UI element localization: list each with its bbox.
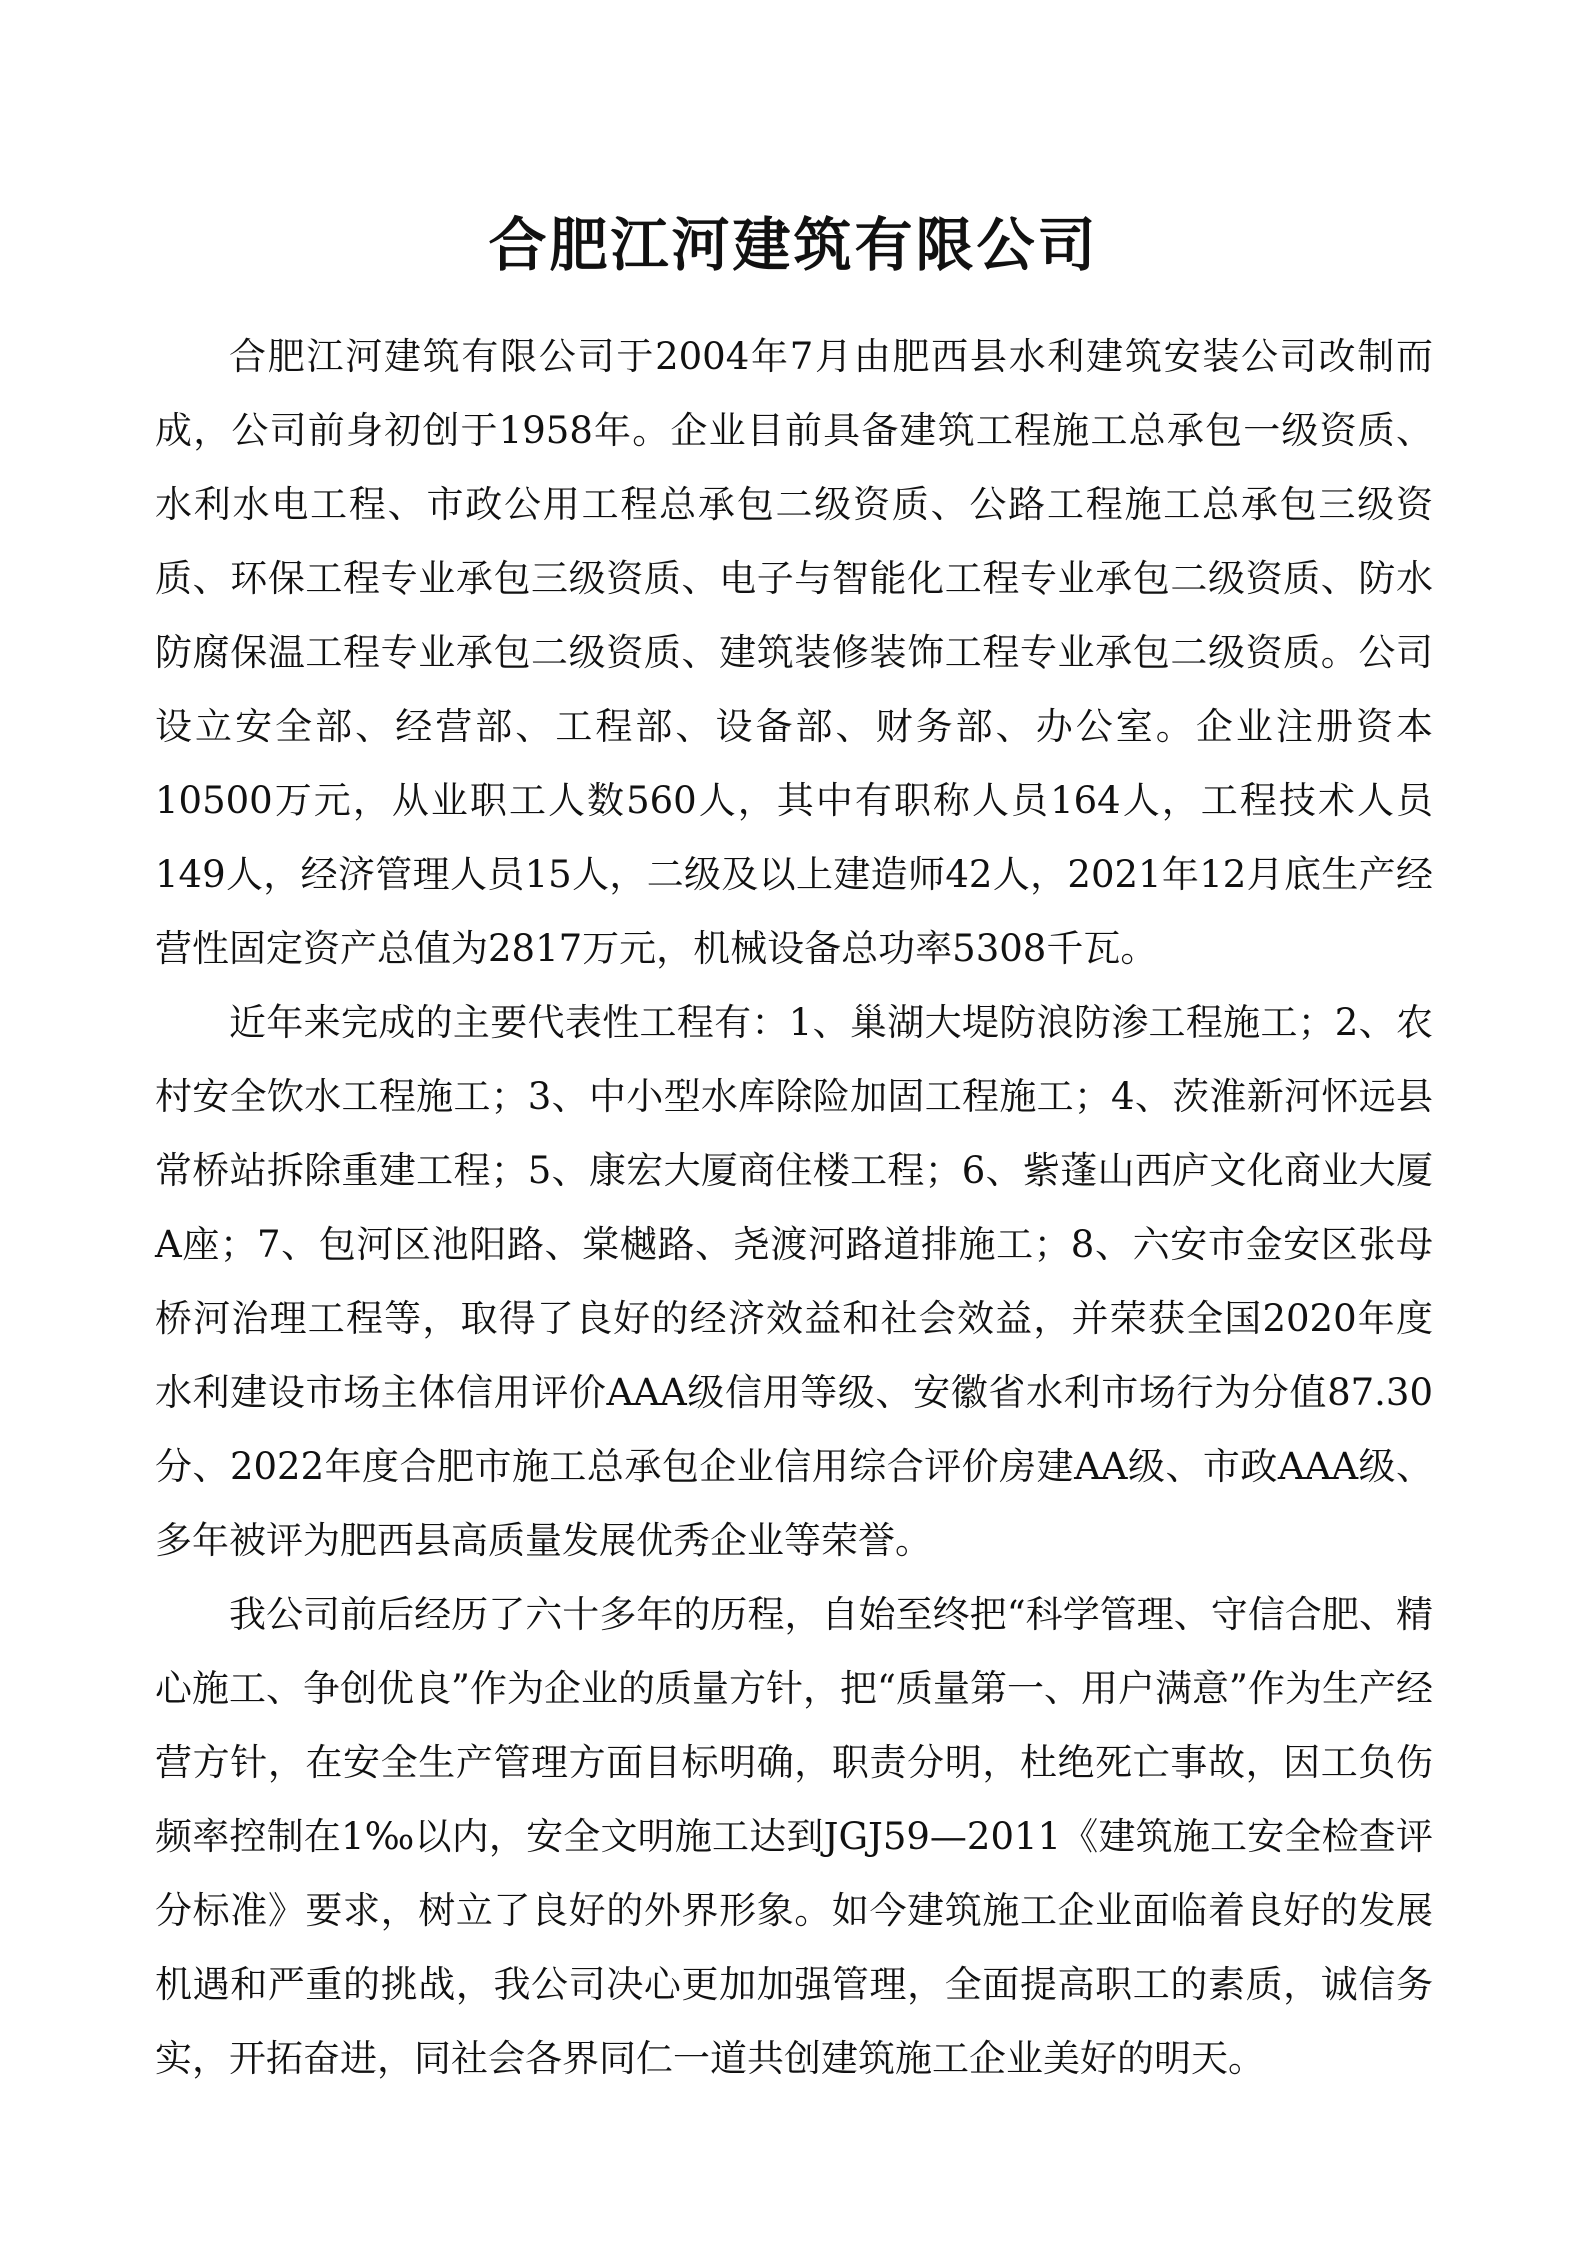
paragraph-company-overview: 合肥江河建筑有限公司于2004年7月由肥西县水利建筑安装公司改制而成，公司前身初创于1958年。企业目前具备建筑工程施工总承包一级资质、水利水电工程、市政公用工程总承包二级资质、公路工程施工总承包三级资质、环保工程专业承包三级资质、电子与智能化工程专业承包二级资质、防水防腐保温工程专业承包二级资质、建筑装修装饰工程专业承包二级资质。公司设立安全部、经营部、工程部、设备部、财务部、办公室。企业注册资本10500万元，从业职工人数560人，其中有职称人员164人，工程技术人员149人，经济管理人员15人，二级及以上建造师42人，2021年12月底生产经营性固定资产总值为2817万元，机械设备总功率5308千瓦。 — [155, 335, 1433, 970]
paragraph-representative-projects: 近年来完成的主要代表性工程有：1、巢湖大堤防浪防渗工程施工；2、农村安全饮水工程施工；3、中小型水库除险加固工程施工；4、茨淮新河怀远县常桥站拆除重建工程；5、康宏大厦商住楼工程；6、紫蓬山西庐文化商业大厦A座；7、包河区池阳路、棠樾路、尧渡河路道排施工；8、六安市金安区张母桥河治理工程等，取得了良好的经济效益和社会效益，并荣获全国2020年度水利建设市场主体信用评价AAA级信用等级、安徽省水利市场行为分值87.30分、2022年度合肥市施工总承包企业信用综合评价房建AA级、市政AAA级、多年被评为肥西县高质量发展优秀企业等荣誉。 — [155, 1001, 1433, 1562]
paragraph-quality-policy: 我公司前后经历了六十多年的历程，自始至终把“科学管理、守信合肥、精心施工、争创优良”作为企业的质量方针，把“质量第一、用户满意”作为生产经营方针，在安全生产管理方面目标明确，职责分明，杜绝死亡事故，因工负伤频率控制在1‰以内，安全文明施工达到JGJ59—2011《建筑施工安全检查评分标准》要求，树立了良好的外界形象。如今建筑施工企业面临着良好的发展机遇和严重的挑战，我公司决心更加加强管理，全面提高职工的素质，诚信务实，开拓奋进，同社会各界同仁一道共创建筑施工企业美好的明天。 — [155, 1593, 1433, 2080]
document-title: 合肥江河建筑有限公司 — [488, 211, 1099, 279]
document-body — [155, 320, 1433, 2096]
